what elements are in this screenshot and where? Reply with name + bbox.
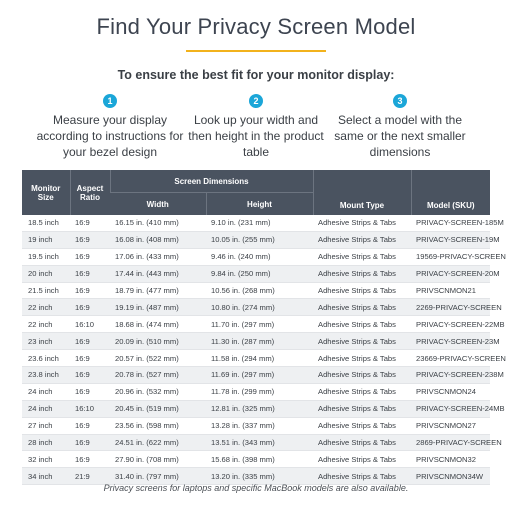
step-3-badge: 3 bbox=[393, 94, 407, 108]
cell-width: 31.40 in. (797 mm) bbox=[110, 468, 206, 485]
cell-monitor-size: 32 inch bbox=[22, 451, 70, 468]
cell-height: 9.84 in. (250 mm) bbox=[206, 265, 313, 282]
header-mount-type: Mount Type bbox=[313, 170, 411, 215]
table-row bbox=[22, 265, 490, 282]
cell-monitor-size: 24 inch bbox=[22, 400, 70, 417]
cell-monitor-size: 22 inch bbox=[22, 299, 70, 316]
header-height: Height bbox=[206, 193, 313, 216]
cell-mount-type: Adhesive Strips & Tabs bbox=[313, 468, 411, 485]
cell-aspect-ratio: 16:9 bbox=[70, 367, 110, 384]
cell-monitor-size: 20 inch bbox=[22, 265, 70, 282]
cell-aspect-ratio: 16:9 bbox=[70, 248, 110, 265]
cell-model: PRIVACY-SCREEN-22MB bbox=[411, 316, 490, 333]
cell-height: 11.30 in. (287 mm) bbox=[206, 333, 313, 350]
cell-monitor-size: 21.5 inch bbox=[22, 282, 70, 299]
cell-width: 24.51 in. (622 mm) bbox=[110, 434, 206, 451]
cell-mount-type: Adhesive Strips & Tabs bbox=[313, 367, 411, 384]
cell-monitor-size: 23.6 inch bbox=[22, 350, 70, 367]
cell-width: 18.68 in. (474 mm) bbox=[110, 316, 206, 333]
cell-model: PRIVACY-SCREEN-185M bbox=[411, 215, 490, 231]
cell-model: PRIVSCNMON34W bbox=[411, 468, 490, 485]
step-1-text: Measure your display according to instructions for your bezel design bbox=[36, 113, 184, 159]
cell-height: 13.51 in. (343 mm) bbox=[206, 434, 313, 451]
cell-aspect-ratio: 16:10 bbox=[70, 316, 110, 333]
step-3-text: Select a model with the same or the next smaller dimensions bbox=[334, 113, 466, 159]
table-row bbox=[22, 417, 490, 434]
cell-model: PRIVSCNMON24 bbox=[411, 383, 490, 400]
cell-mount-type: Adhesive Strips & Tabs bbox=[313, 282, 411, 299]
cell-aspect-ratio: 16:9 bbox=[70, 265, 110, 282]
cell-monitor-size: 34 inch bbox=[22, 468, 70, 485]
cell-width: 23.56 in. (598 mm) bbox=[110, 417, 206, 434]
cell-width: 19.19 in. (487 mm) bbox=[110, 299, 206, 316]
header-monitor-size: Monitor Size bbox=[22, 170, 70, 215]
cell-aspect-ratio: 16:9 bbox=[70, 215, 110, 231]
cell-monitor-size: 28 inch bbox=[22, 434, 70, 451]
table-row bbox=[22, 400, 490, 417]
cell-mount-type: Adhesive Strips & Tabs bbox=[313, 333, 411, 350]
cell-height: 10.80 in. (274 mm) bbox=[206, 299, 313, 316]
cell-aspect-ratio: 16:9 bbox=[70, 451, 110, 468]
cell-monitor-size: 18.5 inch bbox=[22, 215, 70, 231]
cell-aspect-ratio: 16:9 bbox=[70, 434, 110, 451]
step-2 bbox=[181, 94, 331, 160]
table-row bbox=[22, 248, 490, 265]
cell-aspect-ratio: 16:9 bbox=[70, 383, 110, 400]
cell-height: 11.70 in. (297 mm) bbox=[206, 316, 313, 333]
cell-aspect-ratio: 16:9 bbox=[70, 299, 110, 316]
cell-height: 9.46 in. (240 mm) bbox=[206, 248, 313, 265]
cell-monitor-size: 22 inch bbox=[22, 316, 70, 333]
cell-monitor-size: 19.5 inch bbox=[22, 248, 70, 265]
header-aspect-ratio: Aspect Ratio bbox=[70, 170, 110, 215]
cell-monitor-size: 23 inch bbox=[22, 333, 70, 350]
footnote: Privacy screens for laptops and specific MacBook models are also available. bbox=[103, 483, 409, 493]
cell-aspect-ratio: 16:9 bbox=[70, 282, 110, 299]
header-model: Model (SKU) bbox=[411, 170, 490, 215]
cell-width: 18.79 in. (477 mm) bbox=[110, 282, 206, 299]
title-underline bbox=[186, 50, 326, 52]
cell-aspect-ratio: 16:10 bbox=[70, 400, 110, 417]
cell-mount-type: Adhesive Strips & Tabs bbox=[313, 400, 411, 417]
cell-monitor-size: 27 inch bbox=[22, 417, 70, 434]
cell-aspect-ratio: 21:9 bbox=[70, 468, 110, 485]
page-title: Find Your Privacy Screen Model bbox=[96, 14, 416, 39]
cell-mount-type: Adhesive Strips & Tabs bbox=[313, 350, 411, 367]
cell-mount-type: Adhesive Strips & Tabs bbox=[313, 417, 411, 434]
table-row bbox=[22, 451, 490, 468]
cell-height: 11.78 in. (299 mm) bbox=[206, 383, 313, 400]
cell-height: 15.68 in. (398 mm) bbox=[206, 451, 313, 468]
step-1 bbox=[35, 94, 185, 160]
table-body bbox=[22, 215, 506, 485]
cell-model: 2269-PRIVACY-SCREEN bbox=[411, 299, 490, 316]
cell-width: 16.15 in. (410 mm) bbox=[110, 215, 206, 231]
table-row bbox=[22, 383, 490, 400]
cell-model: 19569-PRIVACY-SCREEN bbox=[411, 248, 490, 265]
cell-aspect-ratio: 16:9 bbox=[70, 231, 110, 248]
cell-height: 13.28 in. (337 mm) bbox=[206, 417, 313, 434]
table-row bbox=[22, 350, 490, 367]
cell-aspect-ratio: 16:9 bbox=[70, 417, 110, 434]
cell-width: 20.45 in. (519 mm) bbox=[110, 400, 206, 417]
step-2-badge: 2 bbox=[249, 94, 263, 108]
cell-width: 20.57 in. (522 mm) bbox=[110, 350, 206, 367]
cell-mount-type: Adhesive Strips & Tabs bbox=[313, 383, 411, 400]
cell-width: 20.96 in. (532 mm) bbox=[110, 383, 206, 400]
cell-height: 9.10 in. (231 mm) bbox=[206, 215, 313, 231]
cell-aspect-ratio: 16:9 bbox=[70, 333, 110, 350]
cell-mount-type: Adhesive Strips & Tabs bbox=[313, 316, 411, 333]
cell-width: 17.06 in. (433 mm) bbox=[110, 248, 206, 265]
cell-width: 20.78 in. (527 mm) bbox=[110, 367, 206, 384]
table-row bbox=[22, 231, 490, 248]
cell-mount-type: Adhesive Strips & Tabs bbox=[313, 215, 411, 231]
table-row bbox=[22, 282, 490, 299]
cell-mount-type: Adhesive Strips & Tabs bbox=[313, 451, 411, 468]
cell-height: 11.69 in. (297 mm) bbox=[206, 367, 313, 384]
cell-monitor-size: 24 inch bbox=[22, 383, 70, 400]
cell-height: 10.56 in. (268 mm) bbox=[206, 282, 313, 299]
cell-model: 2869-PRIVACY-SCREEN bbox=[411, 434, 490, 451]
step-2-text: Look up your width and then height in the product table bbox=[188, 113, 324, 159]
cell-mount-type: Adhesive Strips & Tabs bbox=[313, 265, 411, 282]
cell-monitor-size: 19 inch bbox=[22, 231, 70, 248]
cell-model: PRIVSCNMON21 bbox=[411, 282, 490, 299]
step-1-badge: 1 bbox=[103, 94, 117, 108]
page-subtitle: To ensure the best fit for your monitor display: bbox=[117, 68, 395, 82]
cell-mount-type: Adhesive Strips & Tabs bbox=[313, 248, 411, 265]
cell-width: 27.90 in. (708 mm) bbox=[110, 451, 206, 468]
cell-model: PRIVACY-SCREEN-23M bbox=[411, 333, 490, 350]
cell-height: 10.05 in. (255 mm) bbox=[206, 231, 313, 248]
cell-model: PRIVSCNMON27 bbox=[411, 417, 490, 434]
header-screen-dimensions: Screen Dimensions bbox=[110, 170, 313, 193]
cell-aspect-ratio: 16:9 bbox=[70, 350, 110, 367]
cell-height: 12.81 in. (325 mm) bbox=[206, 400, 313, 417]
cell-mount-type: Adhesive Strips & Tabs bbox=[313, 231, 411, 248]
cell-height: 13.20 in. (335 mm) bbox=[206, 468, 313, 485]
table-row bbox=[22, 215, 490, 231]
step-3 bbox=[325, 94, 475, 160]
header-width: Width bbox=[110, 193, 206, 216]
cell-width: 17.44 in. (443 mm) bbox=[110, 265, 206, 282]
cell-model: PRIVACY-SCREEN-24MB bbox=[411, 400, 490, 417]
table-row bbox=[22, 434, 490, 451]
cell-monitor-size: 23.8 inch bbox=[22, 367, 70, 384]
cell-model: PRIVACY-SCREEN-238M bbox=[411, 367, 490, 384]
cell-mount-type: Adhesive Strips & Tabs bbox=[313, 434, 411, 451]
table-row bbox=[22, 299, 490, 316]
table-row bbox=[22, 316, 490, 333]
cell-model: PRIVACY-SCREEN-19M bbox=[411, 231, 490, 248]
cell-width: 16.08 in. (408 mm) bbox=[110, 231, 206, 248]
cell-model: PRIVACY-SCREEN-20M bbox=[411, 265, 490, 282]
cell-mount-type: Adhesive Strips & Tabs bbox=[313, 299, 411, 316]
cell-width: 20.09 in. (510 mm) bbox=[110, 333, 206, 350]
table-row bbox=[22, 333, 490, 350]
table-row bbox=[22, 367, 490, 384]
cell-model: PRIVSCNMON32 bbox=[411, 451, 490, 468]
cell-height: 11.58 in. (294 mm) bbox=[206, 350, 313, 367]
cell-model: 23669-PRIVACY-SCREEN bbox=[411, 350, 490, 367]
model-table bbox=[22, 170, 506, 485]
